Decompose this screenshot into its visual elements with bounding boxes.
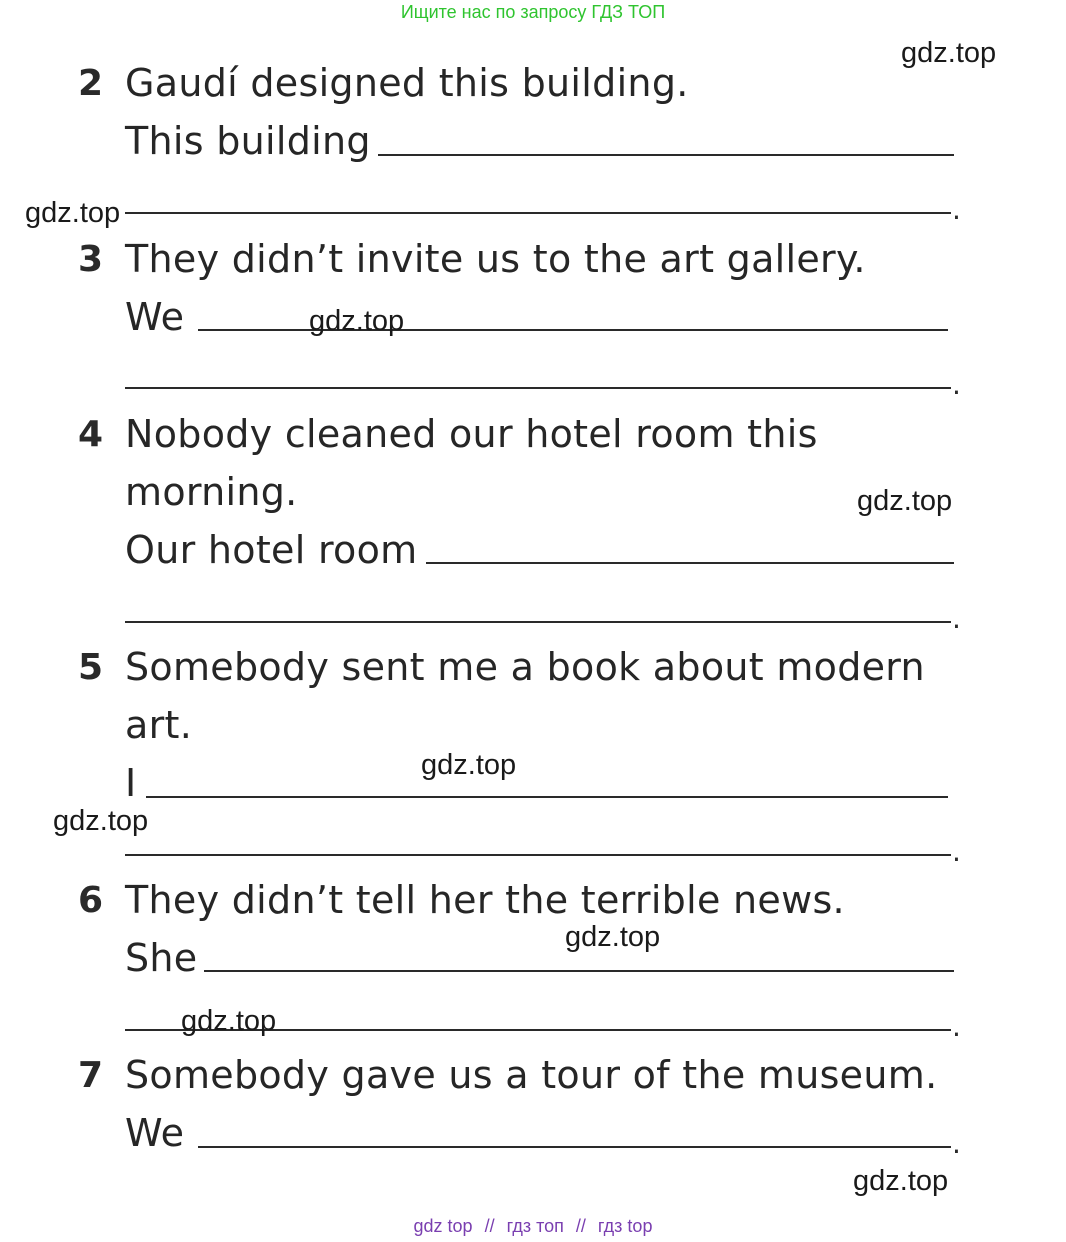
- item-sentence: They didn’t invite us to the art gallery.: [125, 237, 866, 281]
- answer-line[interactable]: [125, 621, 951, 623]
- item-number: 3: [78, 239, 104, 280]
- answer-line[interactable]: [125, 212, 951, 214]
- item-prompt: Our hotel room: [125, 528, 418, 572]
- answer-line[interactable]: [378, 154, 954, 156]
- item-number: 7: [78, 1055, 104, 1096]
- footer-separator: //: [484, 1216, 495, 1236]
- item-sentence: Somebody gave us a tour of the museum.: [125, 1053, 938, 1097]
- footer-link[interactable]: gdz top: [413, 1216, 473, 1236]
- footer-separator: //: [575, 1216, 586, 1236]
- item-prompt: I: [125, 761, 137, 805]
- watermark: gdz.top: [181, 1005, 277, 1037]
- period: .: [952, 602, 961, 635]
- item-prompt: We: [125, 1111, 185, 1155]
- answer-line[interactable]: [204, 970, 954, 972]
- answer-line[interactable]: [125, 854, 951, 856]
- item-sentence: Gaudí designed this building.: [125, 61, 689, 105]
- watermark: gdz.top: [565, 921, 661, 953]
- watermark: gdz.top: [853, 1165, 949, 1197]
- period: .: [952, 193, 961, 226]
- answer-line[interactable]: [198, 1146, 951, 1148]
- watermark: gdz.top: [25, 197, 121, 229]
- item-sentence-line2: art.: [125, 703, 193, 747]
- footer-links: [0, 1214, 1066, 1238]
- watermark: gdz.top: [53, 805, 149, 837]
- item-sentence-line2: morning.: [125, 470, 298, 514]
- period: .: [952, 368, 961, 401]
- item-prompt: She: [125, 936, 198, 980]
- watermark: gdz.top: [901, 37, 997, 69]
- item-sentence: They didn’t tell her the terrible news.: [125, 878, 845, 922]
- item-sentence-line1: Somebody sent me a book about modern: [125, 645, 925, 689]
- item-sentence-line1: Nobody cleaned our hotel room this: [125, 412, 818, 456]
- period: .: [952, 1127, 961, 1160]
- answer-line[interactable]: [146, 796, 948, 798]
- item-prompt: This building: [125, 119, 371, 163]
- watermark: gdz.top: [309, 305, 405, 337]
- period: .: [952, 835, 961, 868]
- top-banner[interactable]: Ищите нас по запросу ГДЗ ТОП: [400, 2, 666, 22]
- item-prompt: We: [125, 295, 185, 339]
- item-number: 6: [78, 880, 104, 921]
- item-number: 5: [78, 647, 104, 688]
- footer-link[interactable]: гдз top: [597, 1216, 653, 1236]
- footer-link[interactable]: гдз топ: [506, 1216, 564, 1236]
- item-number: 4: [78, 414, 104, 455]
- answer-line[interactable]: [426, 562, 954, 564]
- period: .: [952, 1010, 961, 1043]
- answer-line[interactable]: [125, 387, 951, 389]
- watermark: gdz.top: [857, 485, 953, 517]
- watermark: gdz.top: [421, 749, 517, 781]
- item-number: 2: [78, 63, 104, 104]
